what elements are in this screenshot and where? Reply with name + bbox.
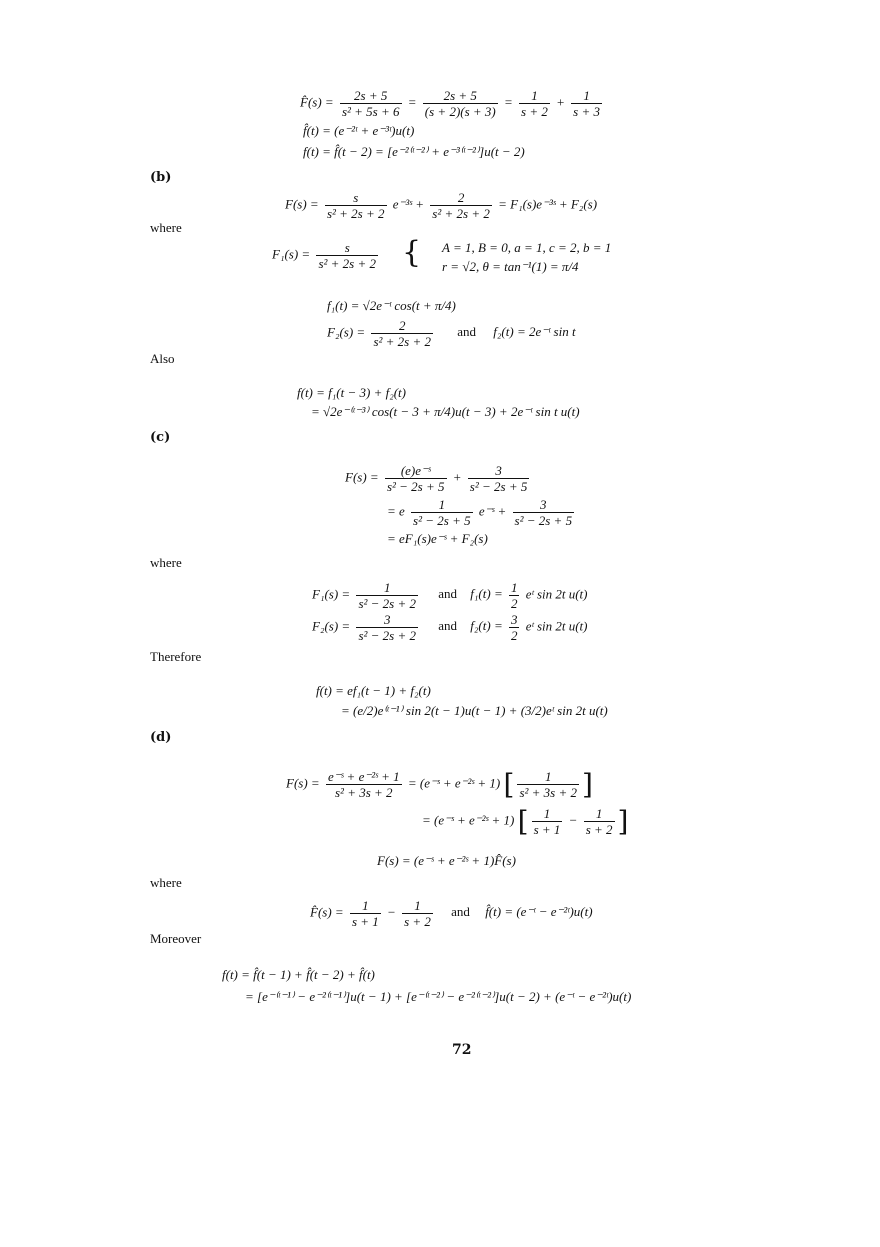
eq-c-F-s-3: = eF₁(s)e⁻ˢ + F₂(s) — [387, 531, 488, 546]
eq-d-F-s-2: = (e⁻ˢ + e⁻²ˢ + 1) [ $\frac{1}{s + 1}$ − $\frac{1}{s + 2}$ ] — [422, 805, 629, 838]
section-label-d: (d) — [150, 730, 172, 745]
text-where-c: where — [150, 555, 182, 570]
eq-c-F-s: F(s) = $\frac{\text{(e)e⁻ˢ}}{\text{s² − 2s + 5}}$ + $\frac{3}{\text{s² − 2s + 5}}$ — [345, 463, 528, 494]
text-also: Also — [150, 351, 175, 366]
eq-c-f-t-2: = (e/2)e⁽ᵗ⁻¹⁾ sin 2(t − 1)u(t − 1) + (3/2)eᵗ sin 2t u(t) — [341, 703, 608, 718]
text-moreover: Moreover — [150, 931, 202, 946]
eq-b-f-t-1: f(t) = f₁(t − 3) + f₂(t) — [297, 385, 407, 400]
eq-b-params-1: A = 1, B = 0, a = 1, c = 2, b = 1 — [442, 240, 612, 255]
eq-c-F1: F₁(s) = $\frac{1}{\text{s² − 2s + 2}}$ and f₁(t) = $\frac{1}{2}$ eᵗ sin 2t u(t) — [312, 580, 588, 611]
text-therefore: Therefore — [150, 649, 202, 664]
eq-b-f1-t: f₁(t) = √2e⁻ᵗ cos(t + π/4) — [327, 298, 456, 313]
section-label-c: (c) — [150, 430, 171, 445]
eq-d-F-s: F(s) = $\frac{\text{e⁻ˢ + e⁻²ˢ + 1}}{\text{s² + 3s + 2}}$ = (e⁻ˢ + e⁻²ˢ + 1) [ $\frac{1}{\text{s² + 3s + 2}}$ ] — [286, 768, 593, 801]
eq-b-F-s: F(s) = $\frac{s}{\text{s² + 2s + 2}}$ e⁻³ˢ + $\frac{2}{\text{s² + 2s + 2}}$ = F₁(s)e⁻³ˢ + F₂(s) — [285, 190, 598, 221]
eq-b-params-2: r = √2, θ = tan⁻¹(1) = π/4 — [442, 259, 579, 274]
eq-d-f-t-2: = [e⁻⁽ᵗ⁻¹⁾ − e⁻²⁽ᵗ⁻¹⁾]u(t − 1) + [e⁻⁽ᵗ⁻²⁾ − e⁻²⁽ᵗ⁻²⁾]u(t − 2) + (e⁻ᵗ − e⁻²ᵗ)u(t) — [245, 989, 632, 1004]
text-where: where — [150, 220, 182, 235]
eq-fhat-s: F̂(s) = $\frac{2s + 5}{\text{s² + 5s + 6}}$ = $\frac{2s + 5}{(s + 2)(s + 3)}$ = $\frac{1}{s + 2}$ + $\frac{1}{s + 3}$ — [300, 88, 601, 119]
section-label-b: (b) — [150, 170, 172, 185]
eq-c-F-s-2: = e $\frac{1}{\text{s² − 2s + 5}}$ e⁻ˢ + $\frac{3}{\text{s² − 2s + 5}}$ — [387, 497, 573, 528]
eq-d-f-t-1: f(t) = f̂(t − 1) + f̂(t − 2) + f̂(t) — [222, 967, 375, 982]
eq-b-F1-s: F₁(s) = $\frac{s}{\text{s² + 2s + 2}}$ — [272, 240, 377, 271]
brace: { — [402, 235, 422, 270]
page-number: 72 — [452, 1042, 472, 1058]
eq-d-F-s-3: F(s) = (e⁻ˢ + e⁻²ˢ + 1)F̂(s) — [377, 853, 516, 868]
eq-b-F2-s: F₂(s) = $\frac{2}{\text{s² + 2s + 2}}$ and f₂(t) = 2e⁻ᵗ sin t — [327, 318, 576, 349]
eq-c-f-t-1: f(t) = ef₁(t − 1) + f₂(t) — [316, 683, 431, 698]
eq-f-t: f(t) = f̂(t − 2) = [e⁻²⁽ᵗ⁻²⁾ + e⁻³⁽ᵗ⁻²⁾]u(t − 2) — [303, 144, 525, 159]
eq-c-F2: F₂(s) = $\frac{3}{\text{s² − 2s + 2}}$ and f₂(t) = $\frac{3}{2}$ eᵗ sin 2t u(t) — [312, 612, 588, 643]
text-where-d: where — [150, 875, 182, 890]
eq-d-Fhat: F̂(s) = $\frac{1}{s + 1}$ − $\frac{1}{s + 2}$ and f̂(t) = (e⁻ᵗ − e⁻²ᵗ)u(t) — [310, 898, 593, 929]
eq-b-f-t-2: = √2e⁻⁽ᵗ⁻³⁾ cos(t − 3 + π/4)u(t − 3) + 2e⁻ᵗ sin t u(t) — [311, 404, 580, 419]
eq-fhat-t: f̂(t) = (e⁻²ᵗ + e⁻³ᵗ)u(t) — [303, 123, 415, 138]
